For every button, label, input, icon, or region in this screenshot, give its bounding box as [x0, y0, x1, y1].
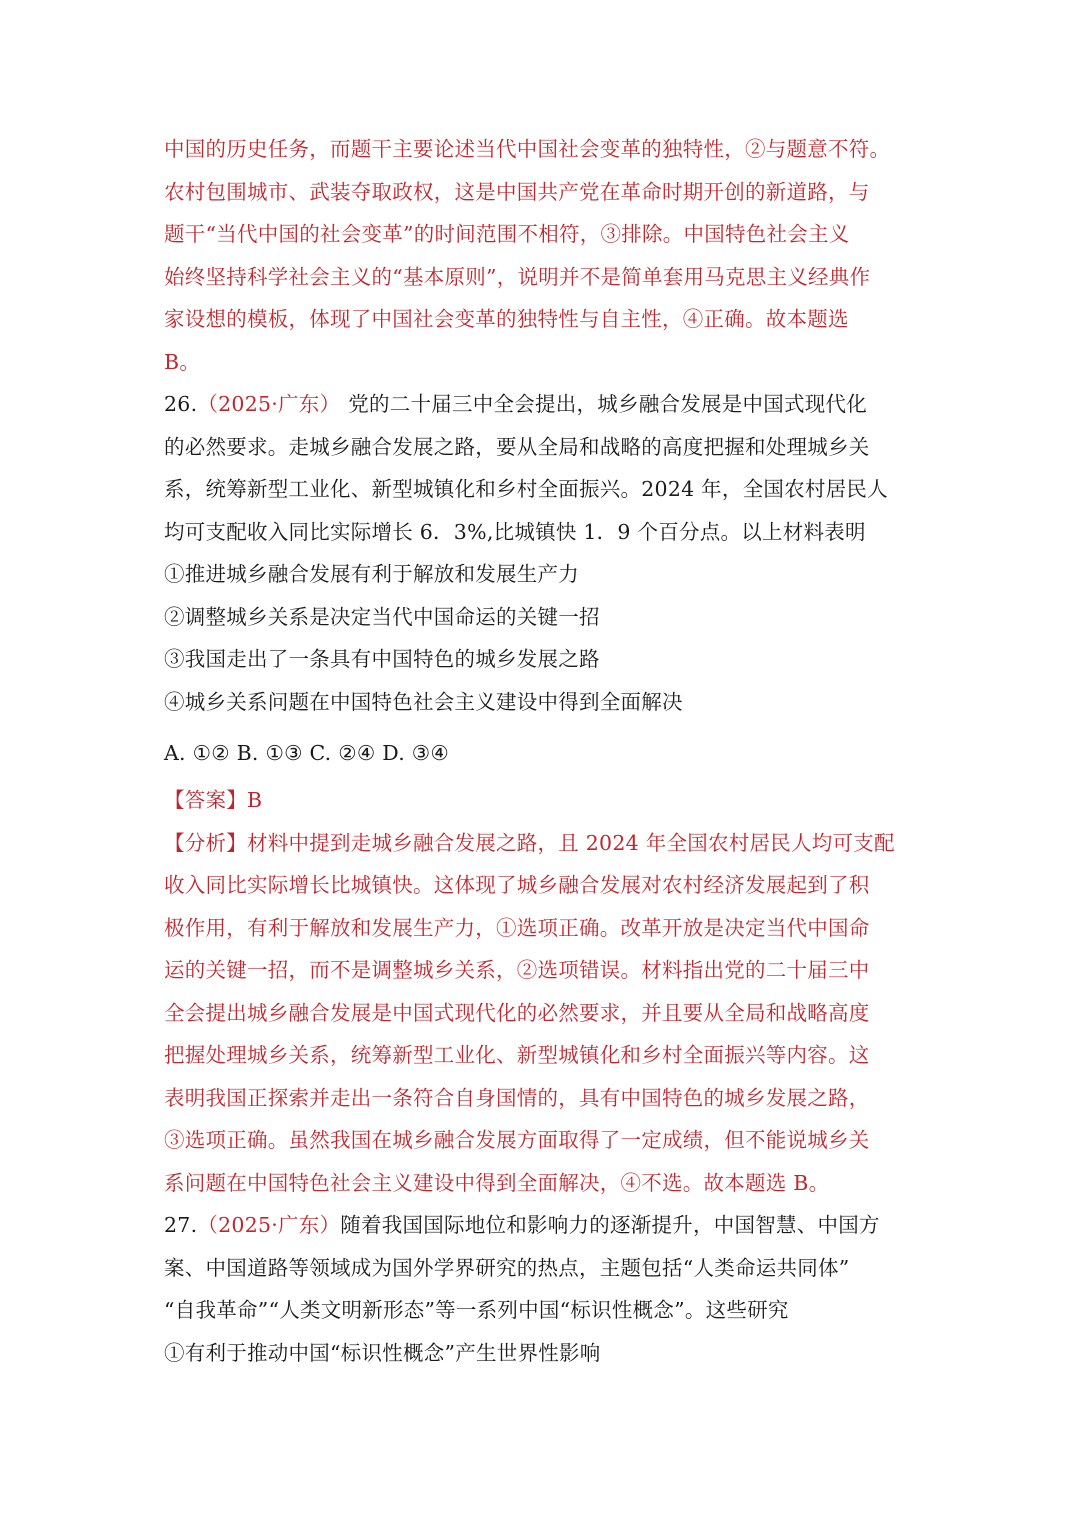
question-stem: 随着我国国际地位和影响力的逐渐提升，中国智慧、中国方 — [340, 1213, 880, 1237]
question-stem-line — [164, 1204, 924, 1247]
question-number: 27. — [164, 1213, 198, 1237]
statement-item: ④城乡关系问题在中国特色社会主义建设中得到全面解决 — [164, 689, 683, 714]
answer-value: B — [247, 788, 263, 812]
question-stem-line: 的必然要求。走城乡融合发展之路，要从全局和战略的高度把握和处理城乡关 — [164, 434, 870, 459]
q25-analysis-tail — [164, 128, 924, 383]
analysis-line: B。 — [164, 349, 201, 374]
answer-options: A. ①② B. ①③ C. ②④ D. ③④ — [164, 741, 449, 765]
question-source: （2025·广东） — [197, 1213, 341, 1237]
question-stem-line: 均可支配收入同比实际增长 6．3%,比城镇快 1．9 个百分点。以上材料表明 — [164, 519, 866, 544]
analysis-line: 题干“当代中国的社会变革”的时间范围不相符，③排除。中国特色社会主义 — [164, 222, 850, 246]
question-stem-line: 系，统筹新型工业化、新型城镇化和乡村全面振兴。2024 年，全国农村居民人 — [164, 477, 888, 501]
analysis-line: 始终坚持科学社会主义的“基本原则”，说明并不是简单套用马克思主义经典作 — [164, 264, 871, 289]
analysis-line: 表明我国正探索并走出一条符合自身国情的，具有中国特色的城乡发展之路， — [164, 1085, 870, 1110]
page-content — [164, 128, 924, 1374]
analysis-text: 材料中提到走城乡融合发展之路，且 2024 年全国农村居民人均可支配 — [247, 830, 895, 855]
answer-line — [164, 779, 924, 822]
analysis-line: ③选项正确。虽然我国在城乡融合发展方面取得了一定成绩，但不能说城乡关 — [164, 1128, 870, 1152]
statement-item: ③我国走出了一条具有中国特色的城乡发展之路 — [164, 647, 600, 671]
question-26 — [164, 383, 924, 1204]
analysis-line: 中国的历史任务，而题干主要论述当代中国社会变革的独特性，②与题意不符。 — [164, 137, 891, 161]
analysis-label: 【分析】 — [164, 830, 247, 855]
answer-label: 【答案】 — [164, 788, 247, 812]
statement-item: ①推进城乡融合发展有利于解放和发展生产力 — [164, 562, 579, 586]
question-stem-line: “自我革命”“人类文明新形态”等一系列中国“标识性概念”。这些研究 — [164, 1298, 789, 1322]
question-source: （2025·广东） — [197, 392, 341, 416]
question-stem-line: 案、中国道路等领域成为国外学界研究的热点，主题包括“人类命运共同体” — [164, 1255, 850, 1280]
analysis-line: 农村包围城市、武装夺取政权，这是中国共产党在革命时期开创的新道路，与 — [164, 179, 870, 204]
question-stem: 党的二十届三中全会提出，城乡融合发展是中国式现代化 — [348, 392, 868, 416]
analysis-line: 运的关键一招，而不是调整城乡关系，②选项错误。材料指出党的二十届三中 — [164, 958, 870, 982]
analysis-line — [164, 822, 924, 865]
analysis-line: 收入同比实际增长比城镇快。这体现了城乡融合发展对农村经济发展起到了积 — [164, 873, 870, 897]
analysis-line: 家设想的模板，体现了中国社会变革的独特性与自主性，④正确。故本题选 — [164, 307, 849, 331]
analysis-line: 把握处理城乡关系，统筹新型工业化、新型城镇化和乡村全面振兴等内容。这 — [164, 1043, 870, 1067]
analysis-line: 极作用，有利于解放和发展生产力，①选项正确。改革开放是决定当代中国命 — [164, 915, 870, 940]
question-27 — [164, 1204, 924, 1374]
statement-item: ①有利于推动中国“标识性概念”产生世界性影响 — [164, 1340, 601, 1365]
analysis-line: 全会提出城乡融合发展是中国式现代化的必然要求，并且要从全局和战略高度 — [164, 1000, 870, 1025]
question-number: 26. — [164, 392, 198, 416]
statement-item: ②调整城乡关系是决定当代中国命运的关键一招 — [164, 604, 600, 629]
analysis-line: 系问题在中国特色社会主义建设中得到全面解决，④不选。故本题选 B。 — [164, 1170, 830, 1195]
question-stem-line — [164, 383, 924, 426]
